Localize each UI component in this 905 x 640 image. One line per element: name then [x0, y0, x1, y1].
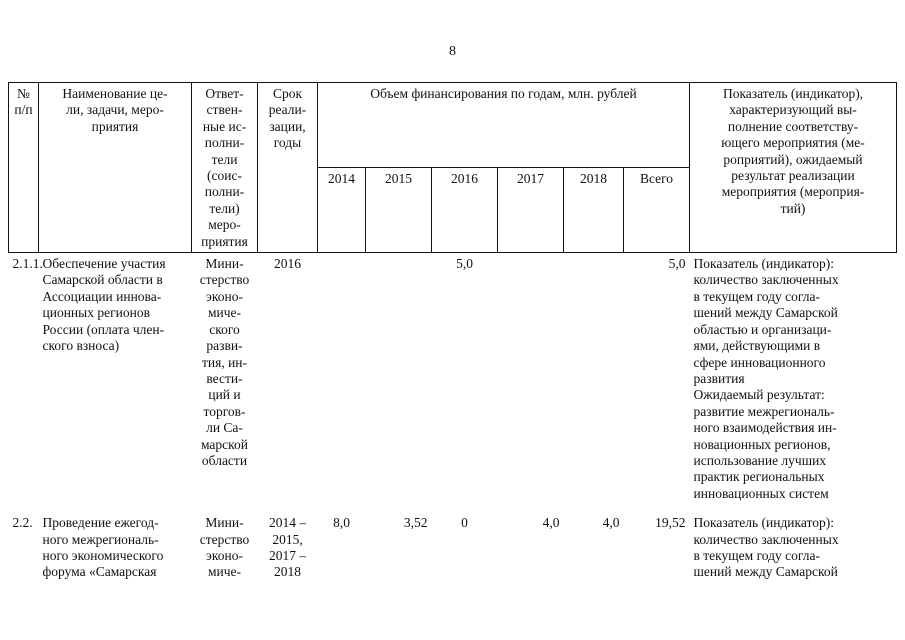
table-row: [9, 512, 897, 591]
row-name: Обеспечение участия Самарской области в Ассоциации иннова- ционных регионов России (оплата член- ского взноса): [42, 256, 166, 354]
row-responsible: Мини- стерство эконо- миче- ского разви- тия, ин- вести- ций и торгов- ли Са- марской области: [199, 256, 250, 468]
header-name: Наименование це- ли, задачи, меро- приятия: [39, 83, 192, 253]
row-value-2015: 3,52: [403, 515, 428, 531]
row-indicator: Показатель (индикатор): количество заключенных в текущем году согла- шений между Самарской: [693, 515, 839, 580]
row-term: 2016: [274, 256, 301, 272]
header-year: 2017: [498, 168, 564, 253]
row-value-2017: [498, 253, 564, 513]
table-row: [9, 253, 897, 513]
row-number: 2.1.1.: [12, 256, 43, 272]
row-term: 2014 – 2015, 2017 – 2018: [268, 515, 307, 580]
header-year: 2014: [318, 168, 366, 253]
header-year: 2018: [564, 168, 624, 253]
row-value-2018: [564, 253, 624, 513]
row-total: 19,52: [655, 515, 686, 531]
row-number: 2.2.: [12, 515, 33, 531]
header-responsible: Ответ- ствен- ные ис- полни- тели (соис- полни- тели) меро- приятия: [192, 83, 258, 253]
row-value-2017: 4,0: [542, 515, 560, 531]
row-value-2014: [318, 253, 366, 513]
header-year: 2015: [366, 168, 432, 253]
row-value-2015: [366, 253, 432, 513]
row-value-2016: 5,0: [456, 256, 473, 272]
page-number: 8: [449, 44, 456, 59]
header-total: Всего: [624, 168, 690, 253]
header-term: Срок реали- зации, годы: [258, 83, 318, 253]
header-year: 2016: [432, 168, 498, 253]
row-responsible: Мини- стерство эконо- миче-: [199, 515, 250, 580]
row-value-2016: 0: [461, 515, 468, 531]
header-funding: Объем финансирования по годам, млн. рублей: [318, 83, 690, 168]
program-table: [8, 82, 897, 591]
row-name: Проведение ежегод- ного межрегиональ- ного экономического форума «Самарская: [42, 515, 164, 580]
header-number: № п/п: [9, 83, 39, 253]
row-value-2014: 8,0: [333, 515, 350, 531]
row-total: 5,0: [668, 256, 686, 272]
row-indicator: Показатель (индикатор): количество заключенных в текущем году согла- шений между Самарской областью и организаци- ями, действующими в сфере инновационного развития Ожидаемый результат: развитие межрегиональ- ного взаимодействия ин- новационных регионов, использование лучших практик региональных инновационных систем: [693, 256, 839, 501]
header-indicator: Показатель (индикатор), характеризующий вы- полнение соответству- ющего мероприятия (ме- роприятий), ожидаемый результат реализации мероприятия (мероприя- тий): [690, 83, 897, 253]
table-header: [9, 83, 897, 253]
row-value-2018: 4,0: [602, 515, 620, 531]
